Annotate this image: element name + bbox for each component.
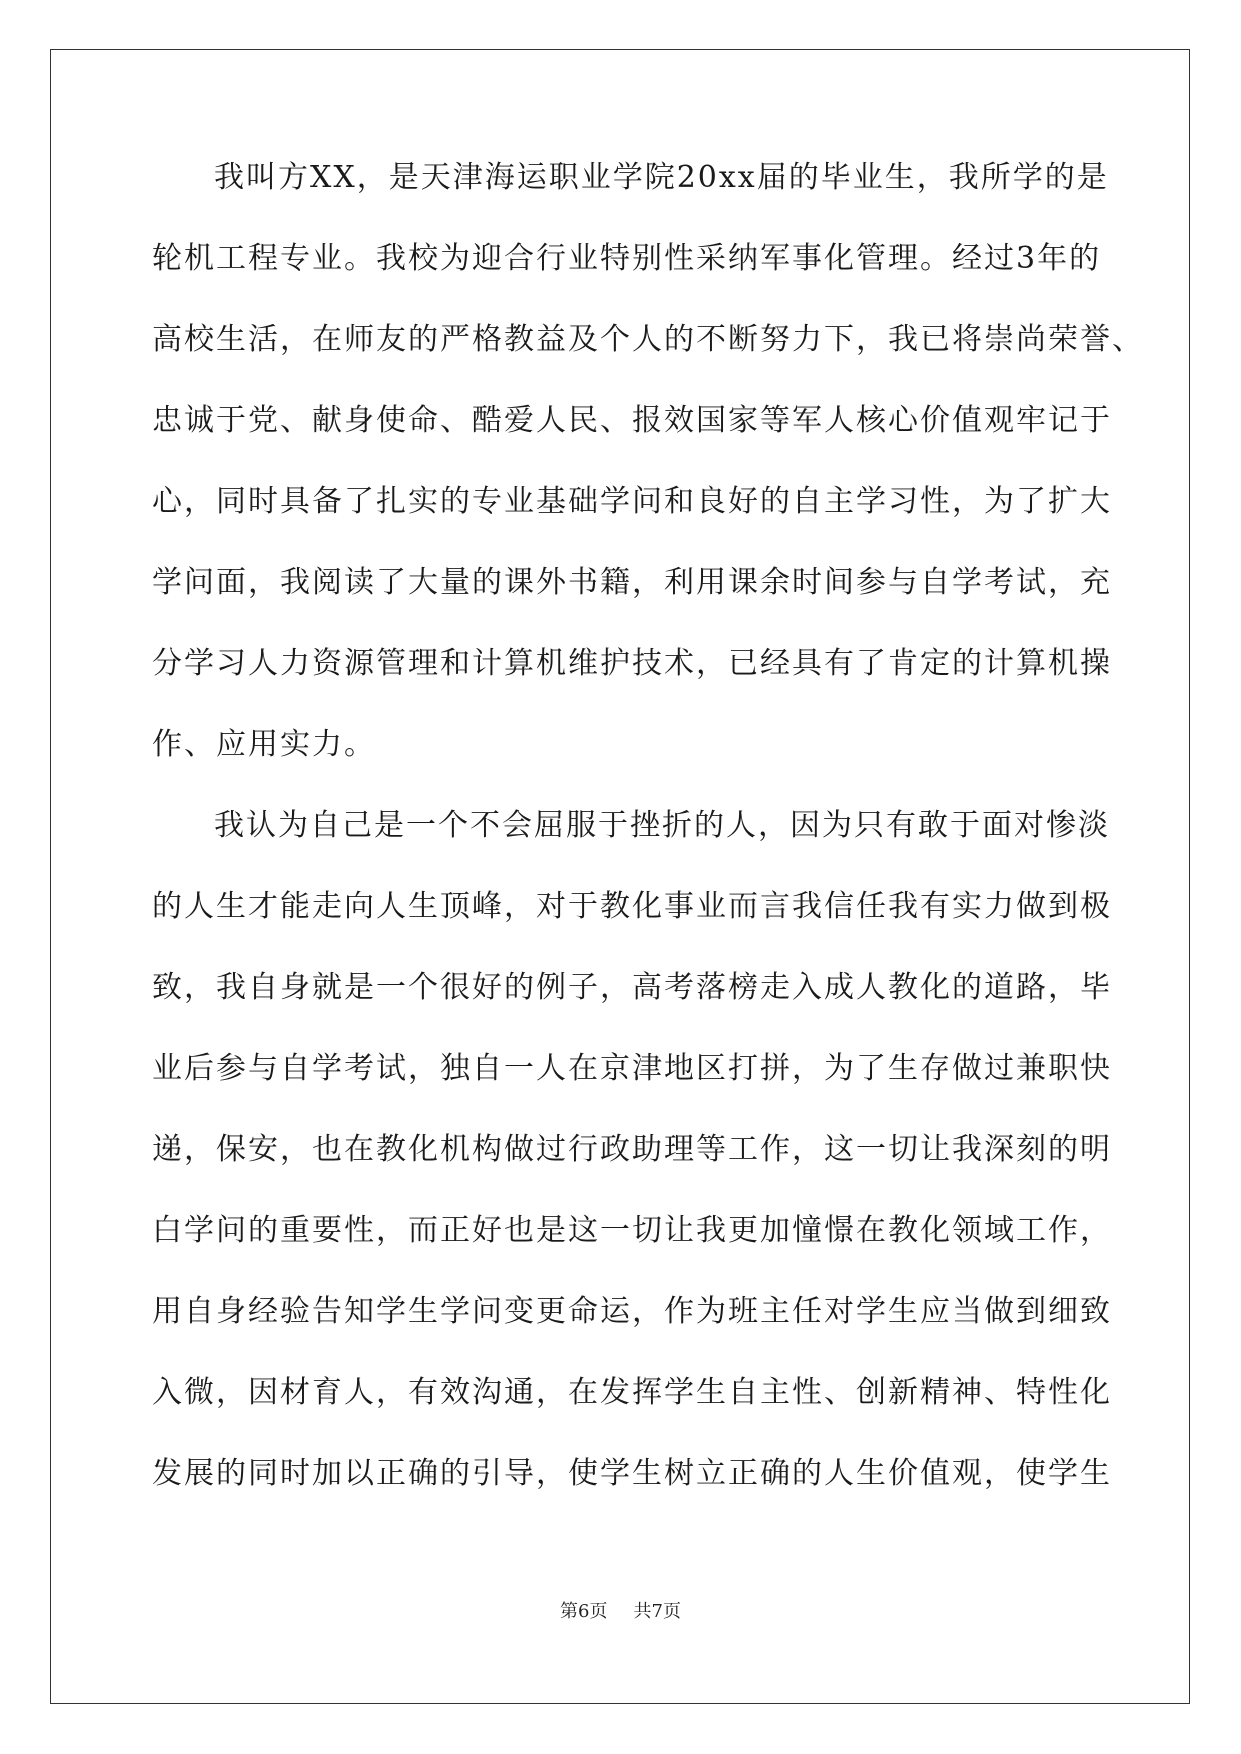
total-page-count: 共7页 xyxy=(633,1601,681,1622)
page-footer xyxy=(0,1600,1241,1624)
paragraph-1 xyxy=(152,158,1144,806)
text-line: 递，保安，也在教化机构做过行政助理等工作，这一切让我深刻的明 xyxy=(152,1132,1112,1167)
text-line: 的人生才能走向人生顶峰，对于教化事业而言我信任我有实力做到极 xyxy=(152,889,1112,924)
text-line: 作、应用实力。 xyxy=(152,727,376,762)
paragraph-2 xyxy=(152,806,1112,1535)
text-line: 学问面，我阅读了大量的课外书籍，利用课余时间参与自学考试，充 xyxy=(152,565,1112,600)
text-line: 高校生活，在师友的严格教益及个人的不断努力下，我已将崇尚荣誉、 xyxy=(152,322,1144,357)
text-line: 我认为自己是一个不会屈服于挫折的人，因为只有敢于面对惨淡 xyxy=(214,808,1110,843)
text-line: 发展的同时加以正确的引导，使学生树立正确的人生价值观，使学生 xyxy=(152,1456,1112,1491)
current-page-number: 第6页 xyxy=(560,1601,608,1622)
text-line: 我叫方XX，是天津海运职业学院20xx届的毕业生，我所学的是 xyxy=(214,160,1109,195)
text-line: 心，同时具备了扎实的专业基础学问和良好的自主学习性，为了扩大 xyxy=(152,484,1112,519)
text-line: 入微，因材育人，有效沟通，在发挥学生自主性、创新精神、特性化 xyxy=(152,1375,1112,1410)
text-line: 致，我自身就是一个很好的例子，高考落榜走入成人教化的道路，毕 xyxy=(152,970,1112,1005)
text-line: 轮机工程专业。我校为迎合行业特别性采纳军事化管理。经过3年的 xyxy=(152,241,1102,276)
document-body xyxy=(152,158,1144,1535)
text-line: 分学习人力资源管理和计算机维护技术，已经具有了肯定的计算机操 xyxy=(152,646,1112,681)
text-line: 业后参与自学考试，独自一人在京津地区打拼，为了生存做过兼职快 xyxy=(152,1051,1112,1086)
text-line: 用自身经验告知学生学问变更命运，作为班主任对学生应当做到细致 xyxy=(152,1294,1112,1329)
text-line: 白学问的重要性，而正好也是这一切让我更加憧憬在教化领域工作， xyxy=(152,1213,1112,1248)
text-line: 忠诚于党、献身使命、酷爱人民、报效国家等军人核心价值观牢记于 xyxy=(152,403,1112,438)
